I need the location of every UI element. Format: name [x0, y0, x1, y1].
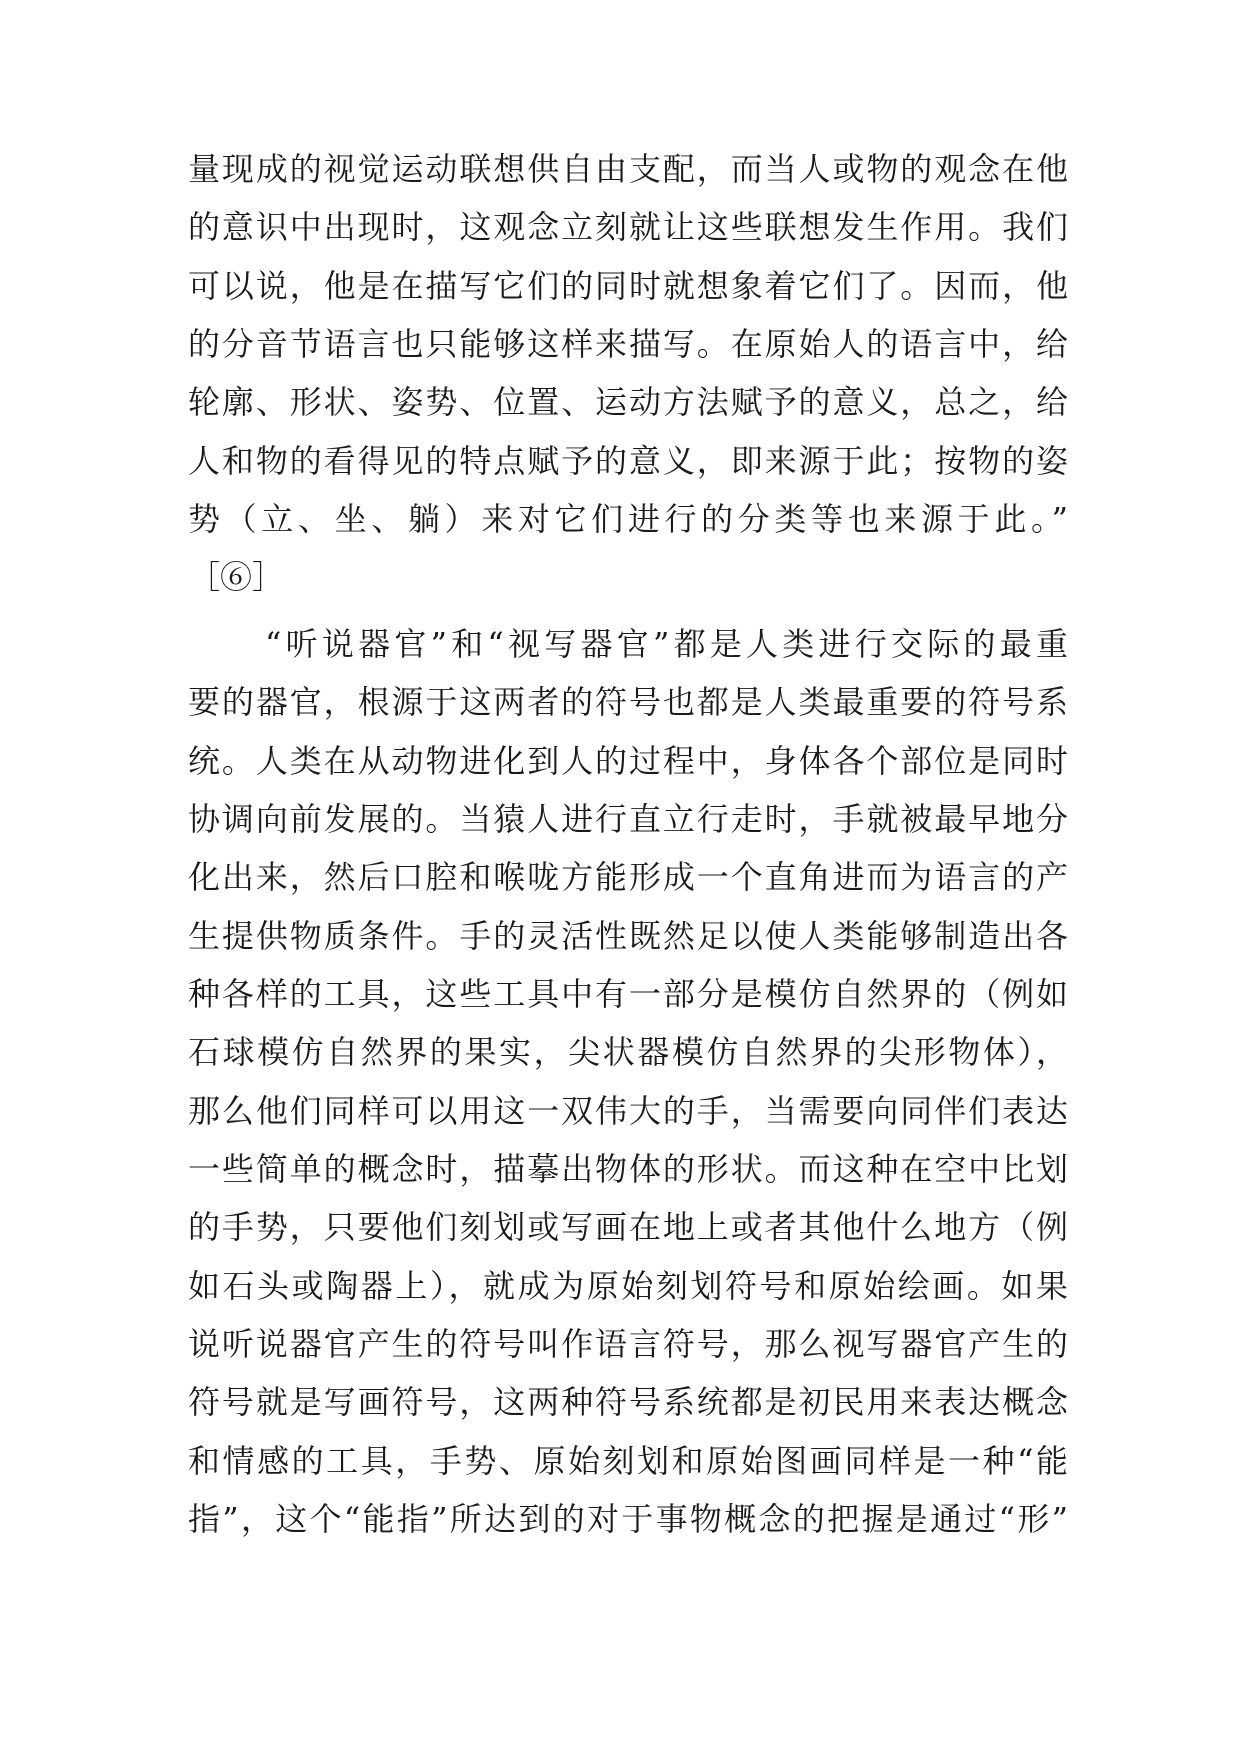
text-line: 协调向前发展的。当猿人进行直立行走时，手就被最早地分	[188, 800, 1068, 838]
text-line: 一些简单的概念时，描摹出物体的形状。而这种在空中比划	[188, 1150, 1068, 1188]
text-line: 要的器官，根源于这两者的符号也都是人类最重要的符号系	[188, 683, 1068, 721]
paragraph-first-line: “听说器官”和“视写器官”都是人类进行交际的最重	[265, 625, 1068, 663]
text-line: 那么他们同样可以用这一双伟大的手，当需要向同伴们表达	[188, 1092, 1068, 1130]
text-line: 轮廓、形状、姿势、位置、运动方法赋予的意义，总之，给	[188, 383, 1068, 421]
text-line: 说听说器官产生的符号叫作语言符号，那么视写器官产生的	[188, 1325, 1068, 1363]
text-line: 化出来，然后口腔和喉咙方能形成一个直角进而为语言的产	[188, 858, 1068, 896]
text-line: 指”，这个“能指”所达到的对于事物概念的把握是通过“形”	[188, 1500, 1068, 1538]
footnote-marker: ［⑥］	[188, 558, 285, 596]
text-line: 生提供物质条件。手的灵活性既然足以使人类能够制造出各	[188, 917, 1068, 955]
text-line: 的意识中出现时，这观念立刻就让这些联想发生作用。我们	[188, 208, 1068, 246]
text-line: 和情感的工具，手势、原始刻划和原始图画同样是一种“能	[188, 1442, 1068, 1480]
text-line: 石球模仿自然界的果实，尖状器模仿自然界的尖形物体），	[188, 1033, 1068, 1071]
text-line: 的分音节语言也只能够这样来描写。在原始人的语言中，给	[188, 325, 1068, 363]
text-line: 种各样的工具，这些工具中有一部分是模仿自然界的（例如	[188, 975, 1068, 1013]
text-line: 符号就是写画符号，这两种符号系统都是初民用来表达概念	[188, 1383, 1068, 1421]
text-line: 势（立、坐、躺）来对它们进行的分类等也来源于此。”	[188, 500, 1068, 538]
text-line: 可以说，他是在描写它们的同时就想象着它们了。因而，他	[188, 267, 1068, 305]
text-line: 量现成的视觉运动联想供自由支配，而当人或物的观念在他	[188, 150, 1068, 188]
text-line: 人和物的看得见的特点赋予的意义，即来源于此；按物的姿	[188, 442, 1068, 480]
text-line: 如石头或陶器上），就成为原始刻划符号和原始绘画。如果	[188, 1267, 1068, 1305]
text-line: 统。人类在从动物进化到人的过程中，身体各个部位是同时	[188, 742, 1068, 780]
text-line: 的手势，只要他们刻划或写画在地上或者其他什么地方（例	[188, 1208, 1068, 1246]
